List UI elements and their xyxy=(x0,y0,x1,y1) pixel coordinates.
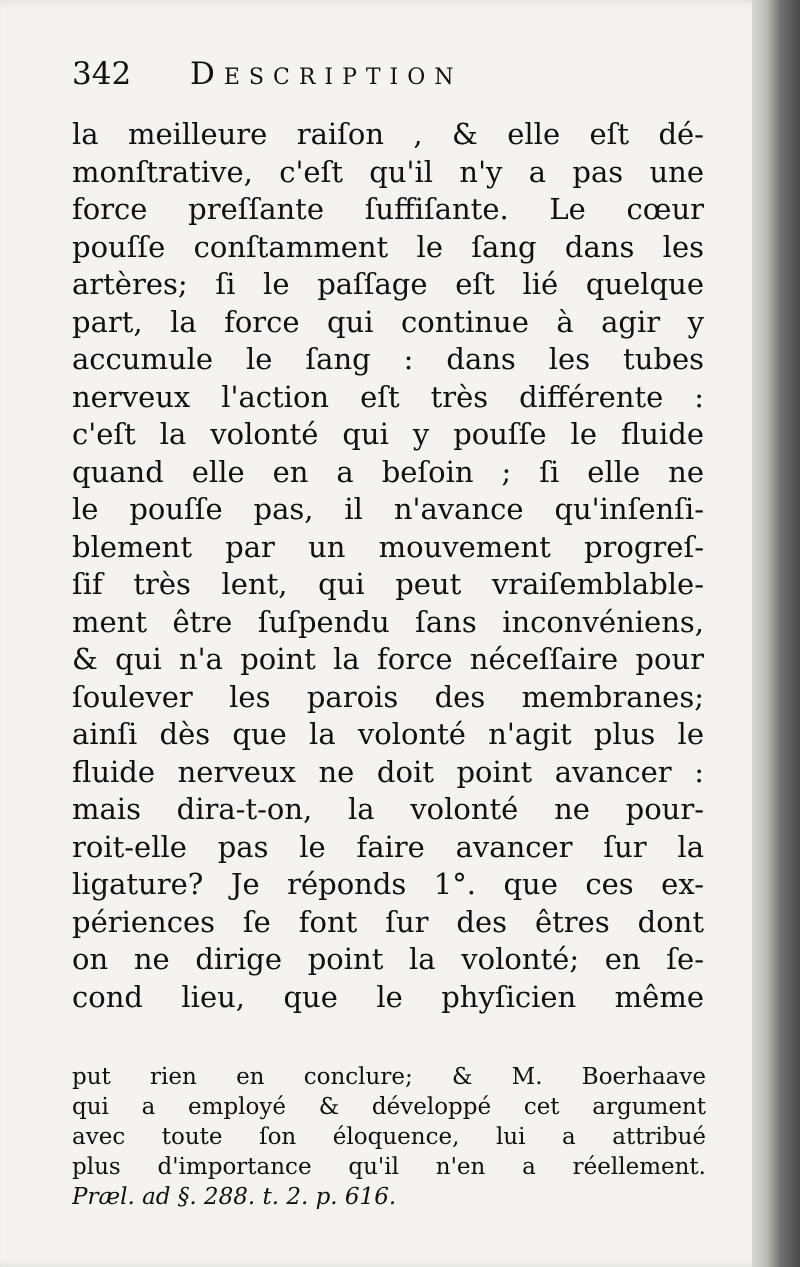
text-line: accumule le ſang : dans les tubes xyxy=(72,342,704,376)
body-text xyxy=(72,116,704,1016)
footnote-line: put rien en conclure; & M. Boerhaave xyxy=(72,1064,706,1090)
text-line: nerveux l'action eſt très différente : xyxy=(72,379,704,414)
text-line: monſtrative, c'eſt qu'il n'y a pas une xyxy=(72,154,704,189)
footnote-line: plus d'importance qu'il n'en a réellement. xyxy=(72,1154,706,1180)
text-line: quand elle en a beſoin ; ſi elle ne xyxy=(72,454,704,489)
text-line: ligature? Je réponds 1°. que ces ex- xyxy=(72,867,704,901)
text-line: ſif très lent, qui peut vraiſemblable- xyxy=(72,567,704,601)
text-line: & qui n'a point la force néceſſaire pour xyxy=(72,642,704,676)
text-line: pouſſe conſtamment le ſang dans les xyxy=(72,229,704,264)
text-line: roit-elle pas le faire avancer ſur la xyxy=(72,829,704,864)
text-line: ment être ſuſpendu ſans inconvéniens, xyxy=(72,604,704,639)
page-number: 342 xyxy=(72,56,132,92)
text-line: blement par un mouvement progreſ- xyxy=(72,529,704,564)
text-line: on ne dirige point la volonté; en ſe- xyxy=(72,942,704,976)
running-head: Description xyxy=(190,56,463,92)
text-line: ainſi dès que la volonté n'agit plus le xyxy=(72,717,704,751)
footnote xyxy=(72,1062,706,1212)
text-line: cond lieu, que le phyſicien même xyxy=(72,979,704,1014)
page-header xyxy=(72,54,712,98)
text-line: mais dira-t-on, la volonté ne pour- xyxy=(72,792,704,826)
text-line: ſoulever les parois des membranes; xyxy=(72,679,704,714)
text-line: artères; ſi le paſſage eſt lié quelque xyxy=(72,267,704,301)
text-line: la meilleure raiſon , & elle eſt dé- xyxy=(72,117,704,151)
footnote-line: avec toute ſon éloquence, lui a attribué xyxy=(72,1124,706,1150)
text-line: c'eſt la volonté qui y pouſſe le fluide xyxy=(72,417,704,451)
text-line: périences ſe font ſur des êtres dont xyxy=(72,904,704,939)
text-line: part, la force qui continue à agir y xyxy=(72,304,704,339)
footnote-reference: Præl. ad §. 288. t. 2. p. 616. xyxy=(72,1184,397,1210)
text-line: fluide nerveux ne doit point avancer : xyxy=(72,754,704,789)
footnote-line: qui a employé & développé cet argument xyxy=(72,1094,706,1120)
text-line: force preſſante ſuffiſante. Le cœur xyxy=(72,192,704,226)
text-line: le pouſſe pas, il n'avance qu'inſenſi- xyxy=(72,492,704,526)
page-edge-shadow xyxy=(752,0,800,1267)
